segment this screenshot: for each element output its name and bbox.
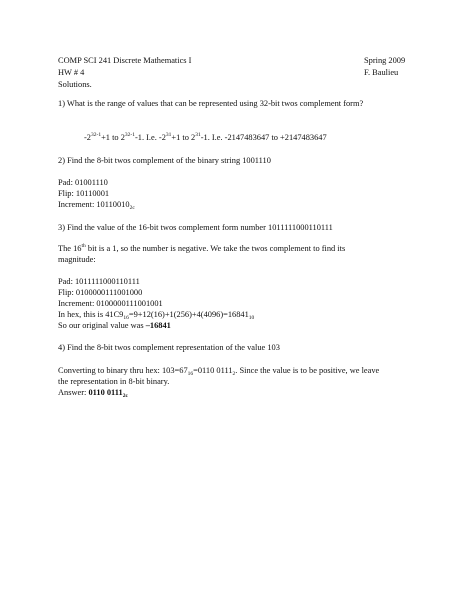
q4-conversion: Converting to binary thru hex: $103=67_{16}=0110$ $0111_2$. Since the value is to be positive, we leave [58, 366, 380, 377]
question-2: 2) Find the 8-bit twos complement of the binary string 1001110 [58, 156, 271, 165]
course-title: COMP SCI 241 Discrete Mathematics I [58, 56, 192, 65]
q4-answer: Answer: 0110 $0111_{2c}$ [58, 388, 128, 399]
q4-conversion-cont: the representation in 8-bit binary. [58, 377, 170, 386]
q3-explanation-cont: magnitude: [58, 255, 96, 264]
q3-increment: Increment: 0100000111001001 [58, 299, 163, 308]
question-1: 1) What is the range of values that can be represented using 32-bit twos complement form? [58, 99, 364, 108]
q2-flip: Flip: 10110001 [58, 189, 110, 198]
answer-1: $-2^{32-1}+1$ to 2$^{32-1}$-1. I.e. $-2^{31}+1$ to $2^{31}-1$. I.e. -2147483647 to +2147483647 [84, 132, 327, 142]
q3-pad: Pad: 1011111000110111 [58, 277, 140, 286]
q3-flip: Flip: 0100000111001000 [58, 288, 143, 297]
question-3: 3) Find the value of the 16-bit twos complement form number 1011111000110111 [58, 223, 333, 232]
q2-pad: Pad: 01001110 [58, 178, 108, 187]
instructor: F. Baulieu [364, 68, 399, 77]
q3-explanation: The 16th bit is a 1, so the number is negative. We take the twos complement to find its [58, 243, 346, 253]
solutions-label: Solutions. [58, 80, 92, 89]
q2-increment: Increment: $10110010_{2c}$ [58, 200, 135, 211]
q3-hex: In hex, this is $41C9_{16}=9+12(16)+1(256)+4(4096)=16841_{10}$ [58, 310, 255, 321]
homework-number: HW # 4 [58, 68, 85, 77]
question-4: 4) Find the 8-bit twos complement representation of the value 103 [58, 343, 280, 352]
term: Spring 2009 [364, 56, 406, 65]
q3-result: So our original value was –16841 [58, 321, 171, 330]
